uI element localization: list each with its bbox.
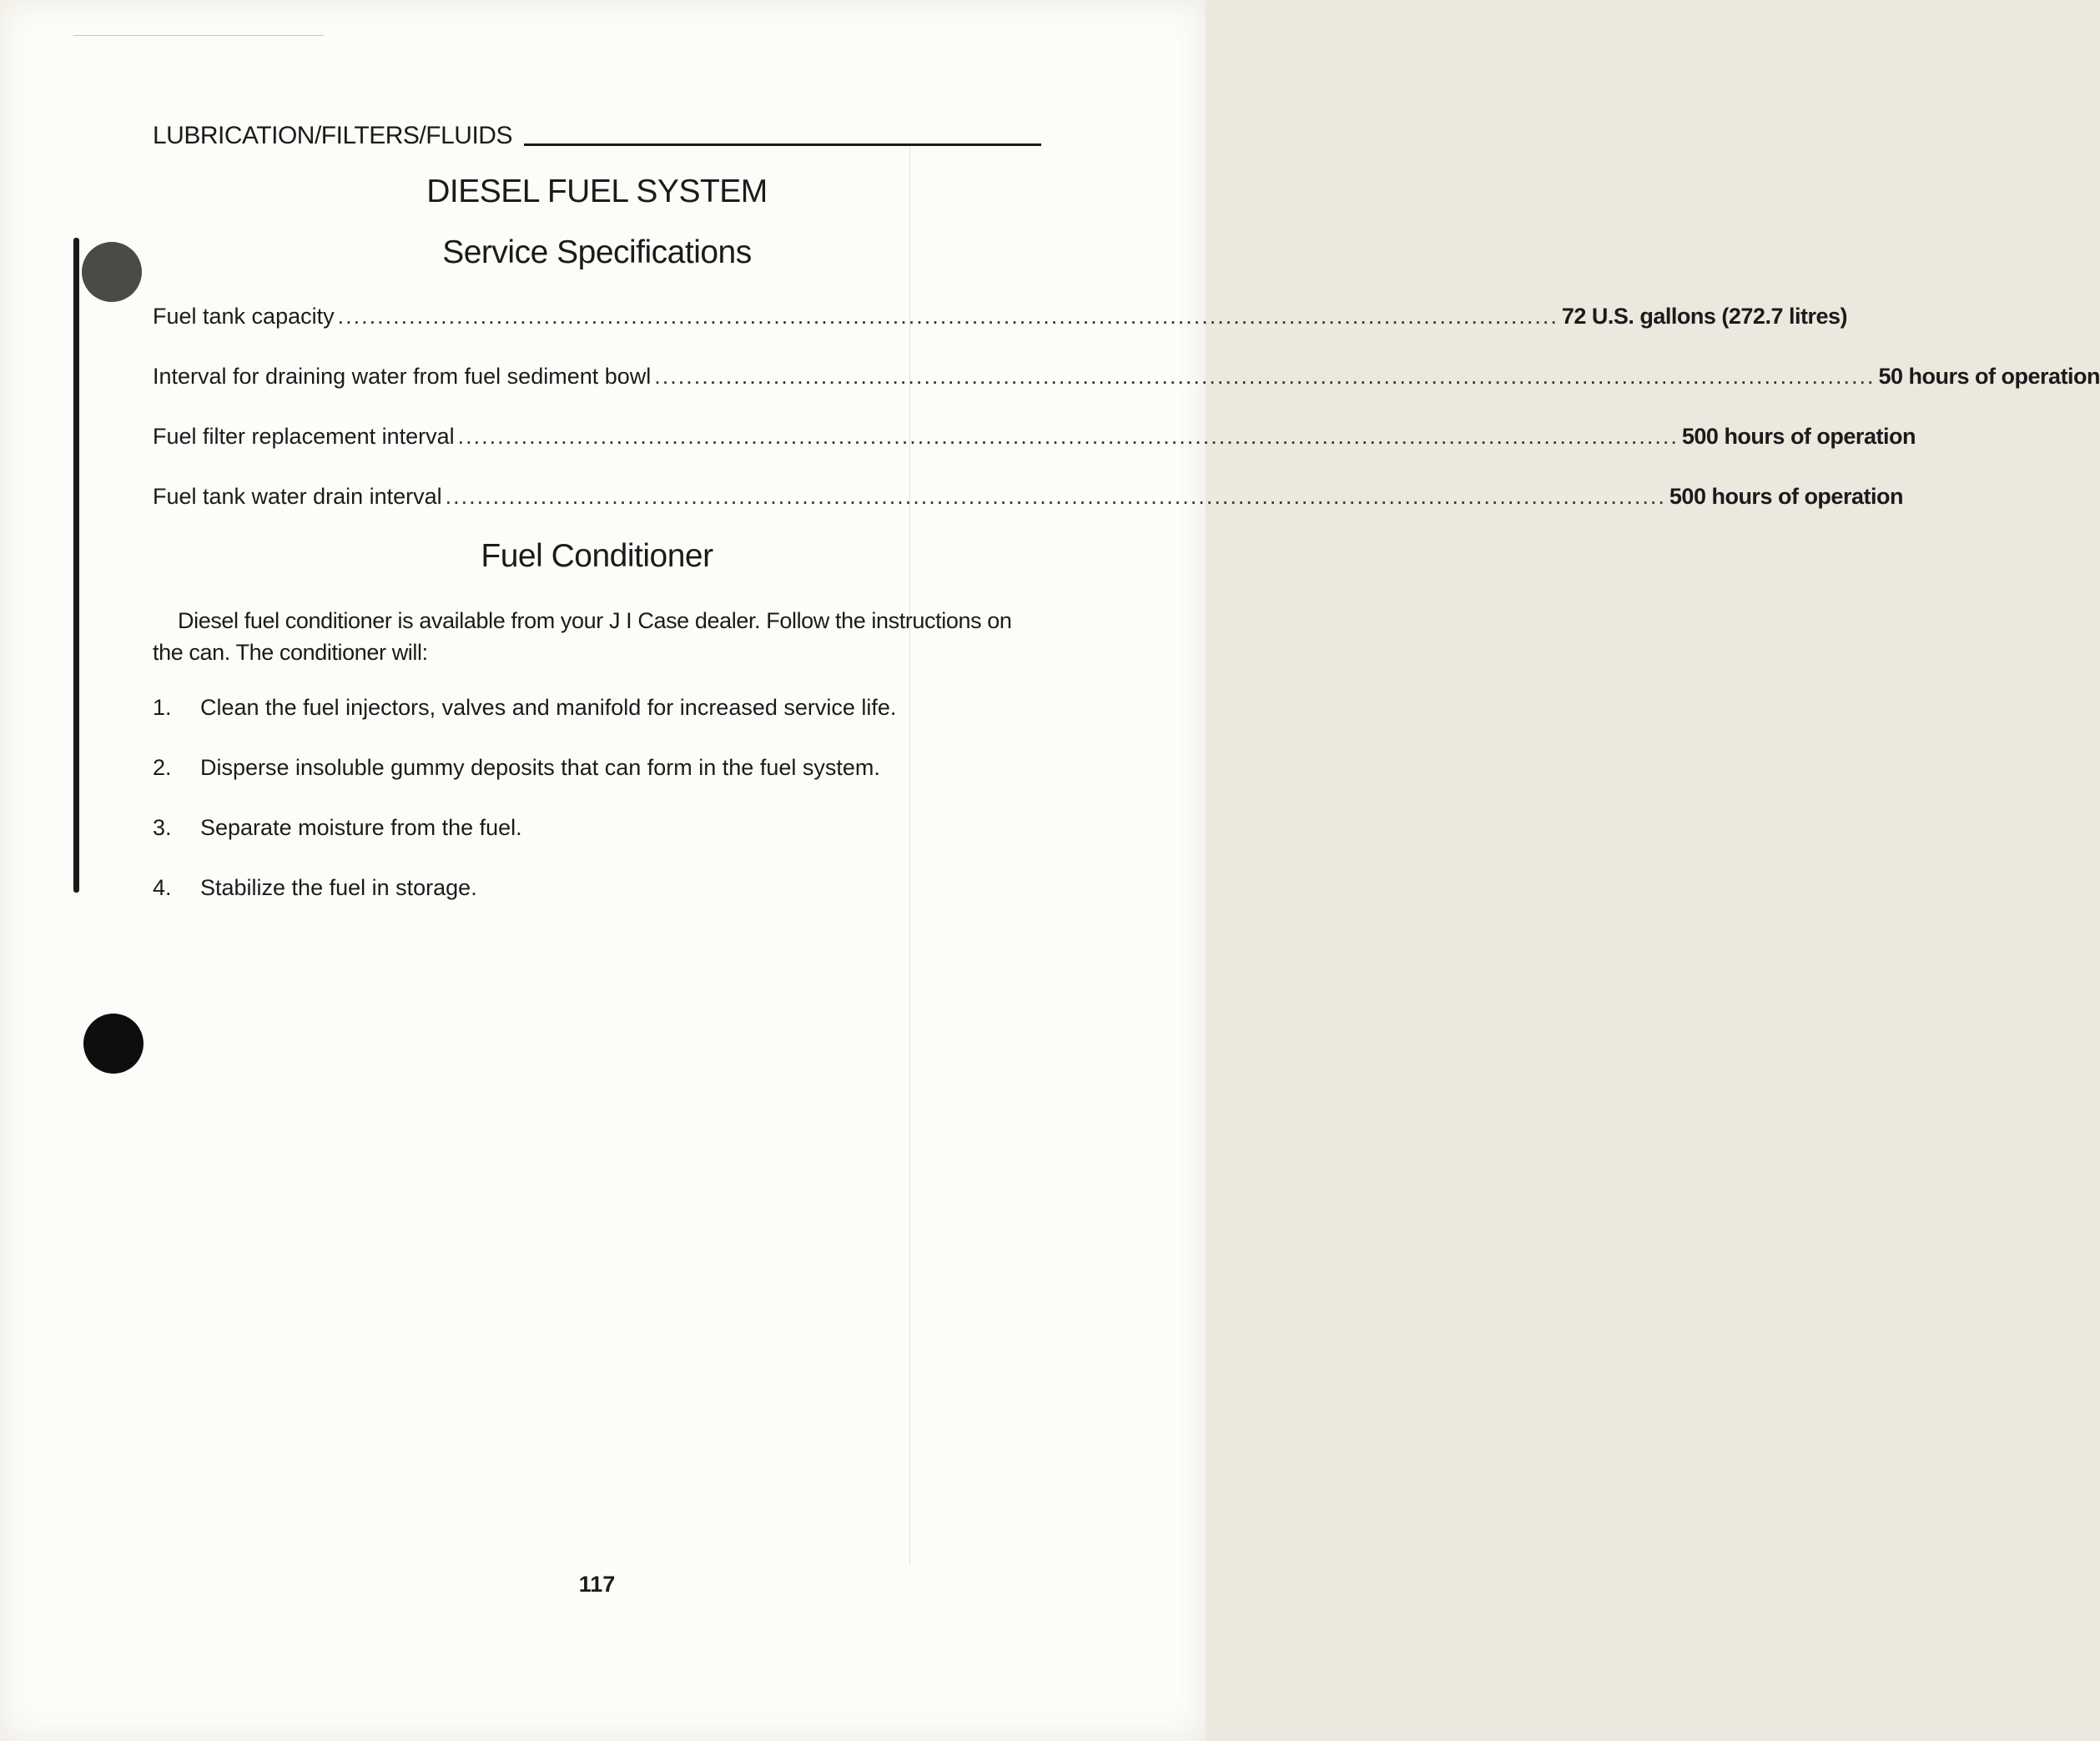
fold-line: [909, 146, 910, 1564]
top-rule: [73, 35, 324, 36]
section-header-rule: [524, 143, 1041, 146]
spec-value: 500 hours of operation: [1681, 424, 1916, 449]
list-number: 3.: [153, 815, 172, 840]
dot-leader: ..........................................................................................................................................................: [654, 364, 1876, 389]
spec-label: Fuel tank water drain interval: [153, 484, 442, 509]
subtitle-service-specifications: Service Specifications: [442, 234, 752, 270]
list-number: 2.: [153, 755, 172, 780]
spec-label: Fuel tank capacity: [153, 304, 335, 329]
dot-leader: ..........................................................................................................................................................: [337, 304, 1559, 329]
punch-hole-bottom: [83, 1014, 144, 1074]
spec-row: [153, 304, 1847, 330]
conditioner-intro: Diesel fuel conditioner is available from your J I Case dealer. Follow the instructions on the can. The conditioner will:: [153, 608, 1012, 665]
section-header: [153, 122, 1041, 150]
list-item: [153, 695, 1041, 721]
spec-value: 50 hours of operation: [1878, 364, 2100, 389]
list-number: 1.: [153, 695, 172, 720]
list-text: Stabilize the fuel in storage.: [200, 875, 477, 900]
spec-value: 500 hours of operation: [1669, 484, 1903, 509]
list-text: Clean the fuel injectors, valves and manifold for increased service life.: [200, 695, 897, 720]
list-text: Disperse insoluble gummy deposits that can form in the fuel system.: [200, 755, 880, 780]
list-item: [153, 875, 1041, 901]
punch-hole-top: [82, 242, 142, 302]
spec-row: [153, 364, 2100, 390]
list-text: Separate moisture from the fuel.: [200, 815, 522, 840]
spec-row: [153, 424, 1916, 450]
binding-strip: [73, 238, 79, 893]
spec-label: Interval for draining water from fuel sediment bowl: [153, 364, 652, 389]
list-item: [153, 755, 1041, 781]
list-item: [153, 815, 1041, 841]
spec-label: Fuel filter replacement interval: [153, 424, 455, 449]
page-title: DIESEL FUEL SYSTEM: [426, 174, 768, 209]
spec-row: [153, 484, 1903, 510]
list-number: 4.: [153, 875, 172, 900]
section-header-text: LUBRICATION/FILTERS/FLUIDS: [153, 122, 512, 149]
dot-leader: ..........................................................................................................................................................: [445, 484, 1666, 509]
spec-value: 72 U.S. gallons (272.7 litres): [1561, 304, 1847, 329]
page-number: 117: [578, 1572, 616, 1597]
subtitle-fuel-conditioner: Fuel Conditioner: [481, 538, 713, 574]
dot-leader: ..........................................................................................................................................................: [457, 424, 1679, 449]
